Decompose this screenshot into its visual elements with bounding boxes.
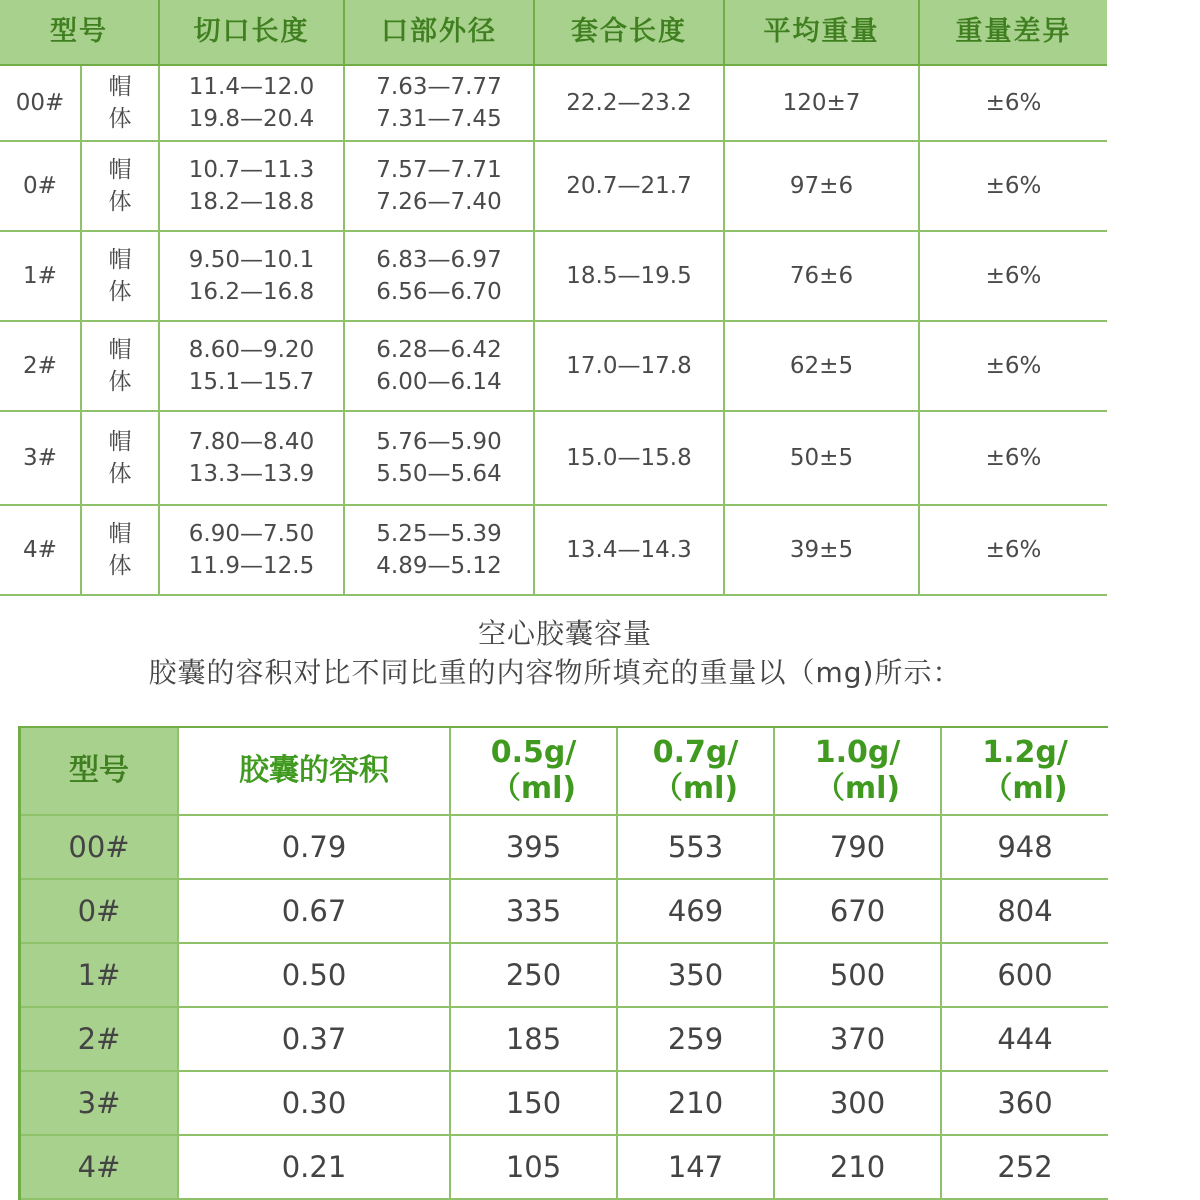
density-1-0-cell: 670 [775, 880, 942, 942]
header-density-1-2: 1.2g/ （ml) [942, 728, 1108, 816]
table-row [0, 66, 1107, 142]
density-1-2-cell: 360 [997, 1086, 1053, 1120]
capacity-subtitle: 胶囊的容积对比不同比重的内容物所填充的重量以（mg)所示： [148, 656, 962, 689]
header-joined-length: 套合长度 [535, 0, 725, 64]
header-density-0-7: 0.7g/ （ml) [618, 728, 775, 816]
type-cell: 00# [0, 66, 82, 140]
capacity-table-header [21, 728, 1108, 816]
spec-table-header [0, 0, 1107, 66]
density-1-2-cell: 444 [997, 1022, 1053, 1056]
type-cell: 1# [21, 944, 179, 1006]
density-0-5-cell: 250 [451, 944, 618, 1006]
density-1-2-cell: 600 [997, 958, 1053, 992]
density-0-7-cell: 350 [618, 944, 775, 1006]
weight-diff-cell: ±6% [985, 537, 1042, 563]
weight-diff-cell: ±6% [985, 173, 1042, 199]
volume-cell: 0.50 [179, 944, 451, 1006]
capsule-capacity-table [18, 726, 1108, 1200]
table-row [21, 816, 1108, 880]
outer-diameter-cell: 6.28—6.42 6.00—6.14 [345, 322, 535, 410]
avg-weight-cell: 50±5 [725, 412, 920, 504]
header-type: 型号 [21, 728, 179, 816]
density-0-5-cell: 150 [451, 1072, 618, 1134]
part-cell: 帽 体 [82, 412, 160, 504]
density-0-5-cell: 335 [451, 880, 618, 942]
table-row [0, 412, 1107, 506]
weight-diff-cell: ±6% [985, 263, 1042, 289]
weight-diff-cell: ±6% [985, 445, 1042, 471]
type-cell: 2# [0, 322, 82, 410]
density-0-7-cell: 210 [618, 1072, 775, 1134]
joined-length-cell: 18.5—19.5 [535, 232, 725, 320]
joined-length-cell: 20.7—21.7 [535, 142, 725, 230]
density-0-5-cell: 395 [451, 816, 618, 878]
avg-weight-cell: 62±5 [725, 322, 920, 410]
cut-length-cell: 9.50—10.1 16.2—16.8 [160, 232, 345, 320]
density-1-0-cell: 500 [775, 944, 942, 1006]
header-volume: 胶囊的容积 [179, 728, 451, 816]
joined-length-cell: 15.0—15.8 [535, 412, 725, 504]
type-cell: 4# [0, 506, 82, 594]
joined-length-cell: 13.4—14.3 [535, 506, 725, 594]
table-row [21, 1072, 1108, 1136]
outer-diameter-cell: 5.25—5.39 4.89—5.12 [345, 506, 535, 594]
density-0-7-cell: 147 [618, 1136, 775, 1198]
table-row [21, 1136, 1108, 1200]
density-0-7-cell: 259 [618, 1008, 775, 1070]
part-cell: 帽 体 [82, 232, 160, 320]
density-0-5-cell: 185 [451, 1008, 618, 1070]
header-outer-diameter: 口部外径 [345, 0, 535, 64]
type-cell: 3# [0, 412, 82, 504]
header-density-1-0: 1.0g/ （ml) [775, 728, 942, 816]
outer-diameter-cell: 5.76—5.90 5.50—5.64 [345, 412, 535, 504]
header-type: 型号 [0, 0, 160, 64]
outer-diameter-cell: 7.57—7.71 7.26—7.40 [345, 142, 535, 230]
density-0-5-cell: 105 [451, 1136, 618, 1198]
table-row [0, 232, 1107, 322]
avg-weight-cell: 39±5 [725, 506, 920, 594]
table-row [21, 1008, 1108, 1072]
density-0-7-cell: 469 [618, 880, 775, 942]
type-cell: 00# [21, 816, 179, 878]
avg-weight-cell: 120±7 [725, 66, 920, 140]
type-cell: 2# [21, 1008, 179, 1070]
cut-length-cell: 11.4—12.0 19.8—20.4 [160, 66, 345, 140]
part-cell: 帽 体 [82, 66, 160, 140]
outer-diameter-cell: 6.83—6.97 6.56—6.70 [345, 232, 535, 320]
capacity-table-body [21, 816, 1108, 1200]
avg-weight-cell: 97±6 [725, 142, 920, 230]
table-row [0, 142, 1107, 232]
volume-cell: 0.30 [179, 1072, 451, 1134]
table-row [21, 944, 1108, 1008]
table-row [21, 880, 1108, 944]
avg-weight-cell: 76±6 [725, 232, 920, 320]
density-1-2-cell: 948 [997, 830, 1053, 864]
type-cell: 3# [21, 1072, 179, 1134]
part-cell: 帽 体 [82, 506, 160, 594]
density-1-0-cell: 790 [775, 816, 942, 878]
volume-cell: 0.67 [179, 880, 451, 942]
cut-length-cell: 8.60—9.20 15.1—15.7 [160, 322, 345, 410]
header-density-0-5: 0.5g/ （ml) [451, 728, 618, 816]
density-1-0-cell: 300 [775, 1072, 942, 1134]
joined-length-cell: 17.0—17.8 [535, 322, 725, 410]
capsule-spec-table [0, 0, 1107, 596]
table-row [0, 506, 1107, 596]
part-cell: 帽 体 [82, 322, 160, 410]
joined-length-cell: 22.2—23.2 [535, 66, 725, 140]
header-cut-length: 切口长度 [160, 0, 345, 64]
weight-diff-cell: ±6% [985, 353, 1042, 379]
type-cell: 4# [21, 1136, 179, 1198]
header-avg-weight: 平均重量 [725, 0, 920, 64]
cut-length-cell: 7.80—8.40 13.3—13.9 [160, 412, 345, 504]
outer-diameter-cell: 7.63—7.77 7.31—7.45 [345, 66, 535, 140]
volume-cell: 0.79 [179, 816, 451, 878]
cut-length-cell: 6.90—7.50 11.9—12.5 [160, 506, 345, 594]
type-cell: 0# [0, 142, 82, 230]
capacity-title: 空心胶囊容量 [477, 617, 652, 650]
table-row [0, 322, 1107, 412]
weight-diff-cell: ±6% [985, 90, 1042, 116]
volume-cell: 0.21 [179, 1136, 451, 1198]
density-1-2-cell: 804 [997, 894, 1053, 928]
density-1-0-cell: 370 [775, 1008, 942, 1070]
part-cell: 帽 体 [82, 142, 160, 230]
density-1-2-cell: 252 [997, 1150, 1053, 1184]
type-cell: 0# [21, 880, 179, 942]
density-1-0-cell: 210 [775, 1136, 942, 1198]
type-cell: 1# [0, 232, 82, 320]
header-weight-diff: 重量差异 [955, 16, 1072, 47]
spec-table-body [0, 66, 1107, 596]
volume-cell: 0.37 [179, 1008, 451, 1070]
cut-length-cell: 10.7—11.3 18.2—18.8 [160, 142, 345, 230]
density-0-7-cell: 553 [618, 816, 775, 878]
